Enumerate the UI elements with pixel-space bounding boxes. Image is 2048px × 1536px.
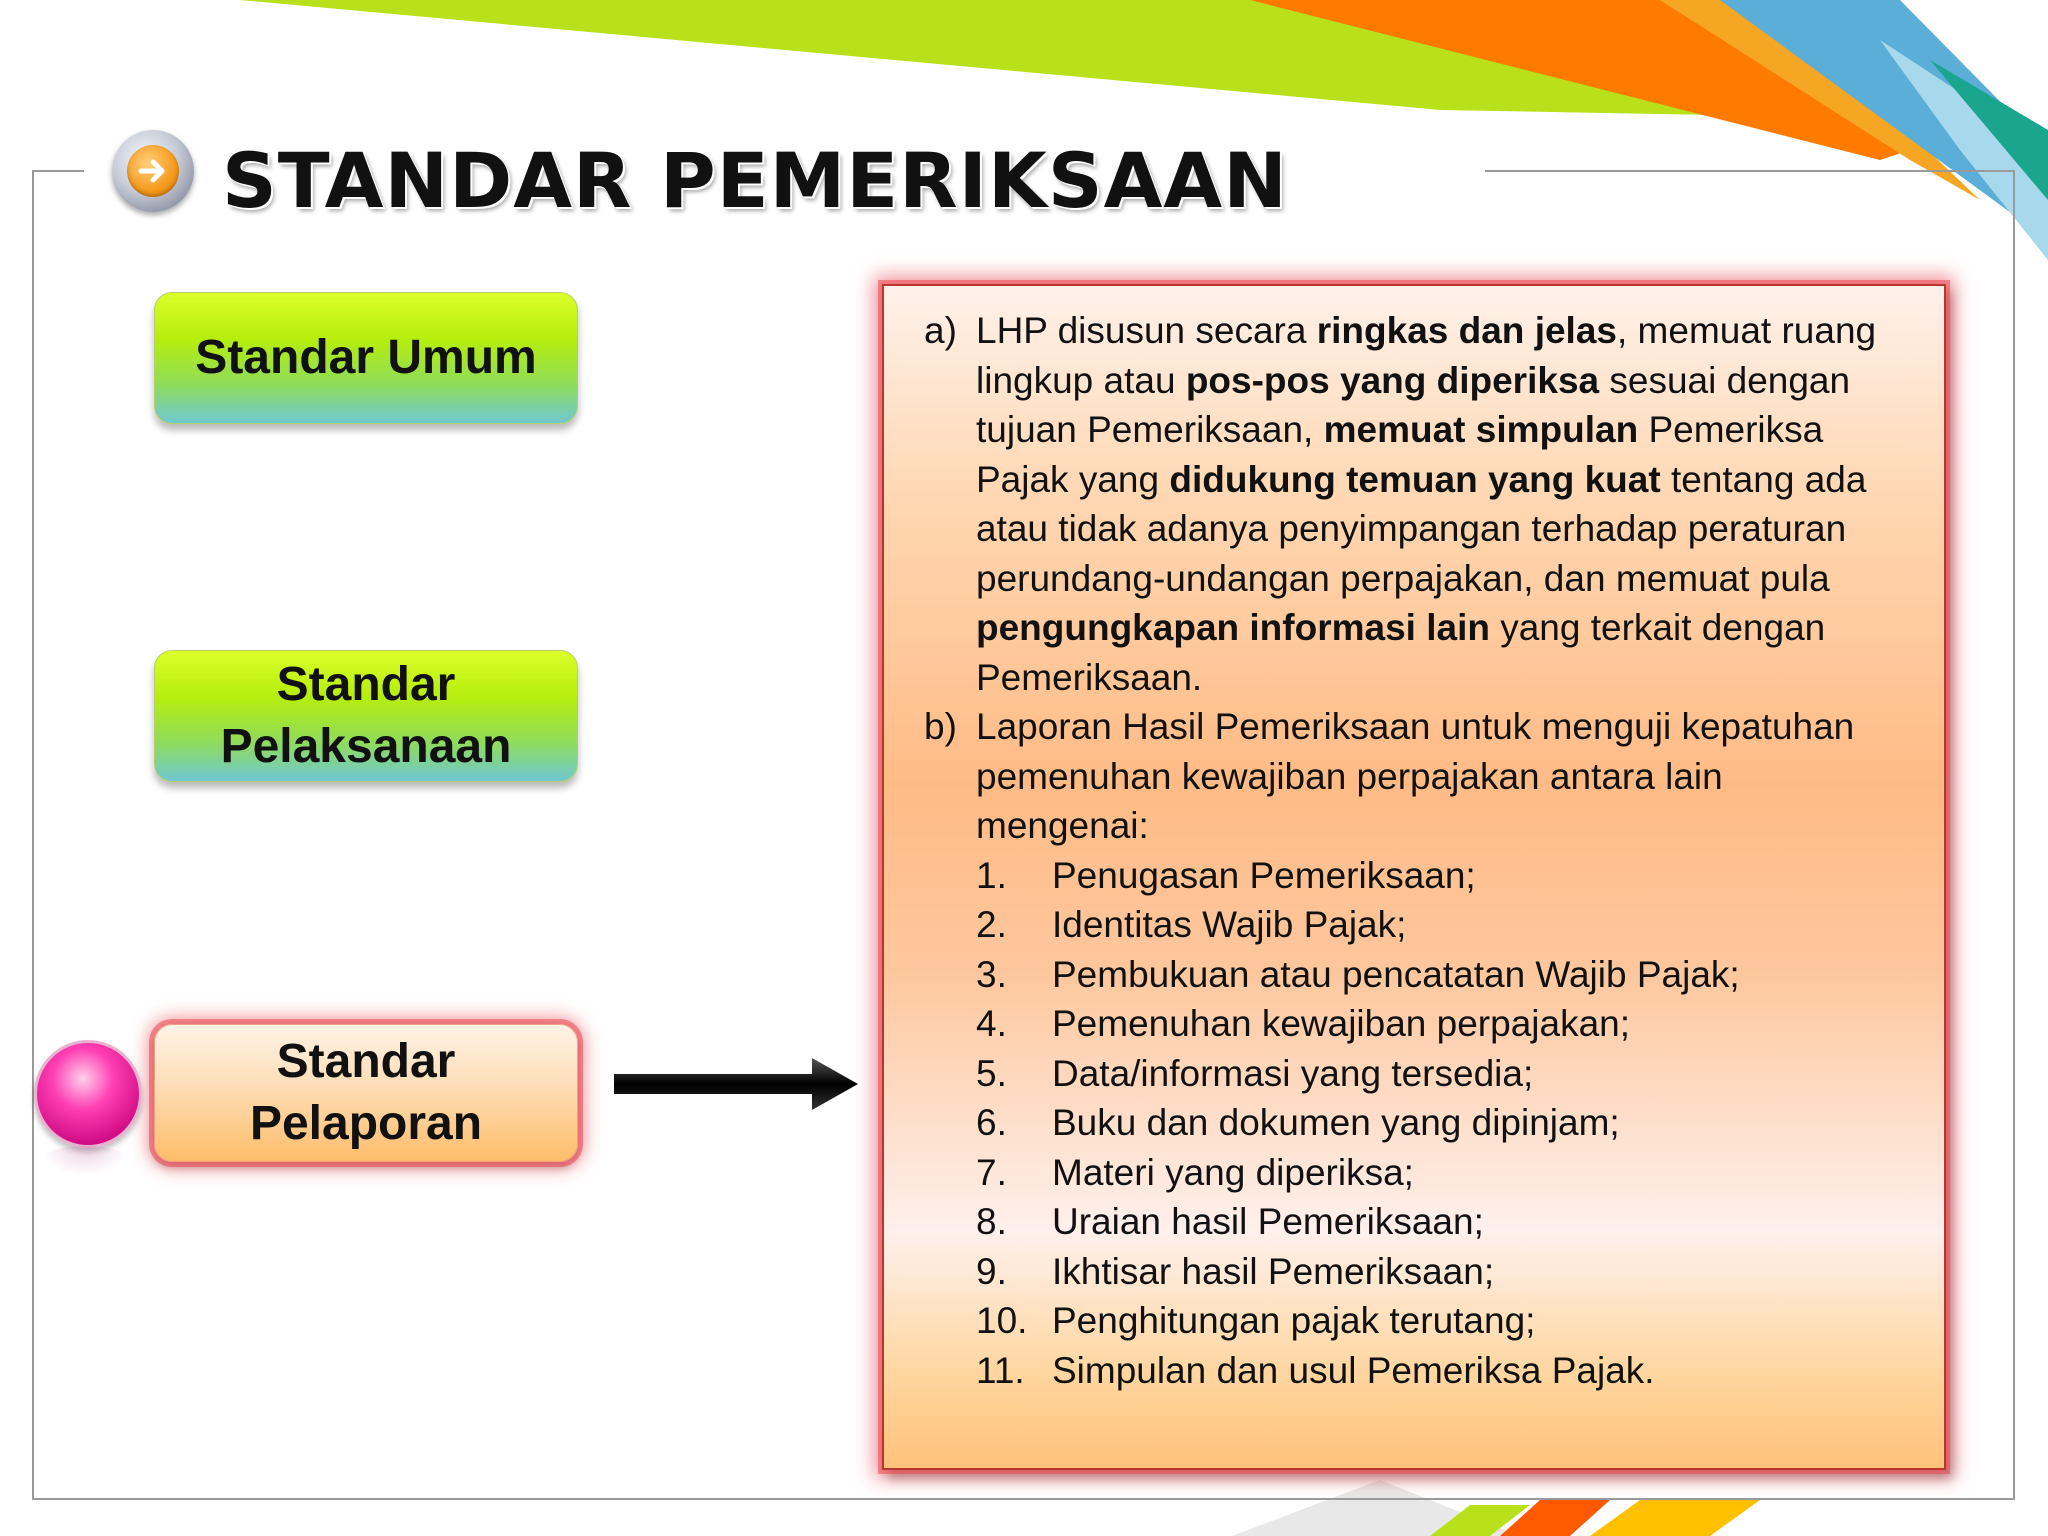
list-item-text: Data/informasi yang tersedia;: [1052, 1052, 1534, 1094]
list-item: [976, 1346, 1904, 1396]
right-arrow-icon: [612, 1054, 862, 1114]
emphasis-text: pos-pos yang diperiksa: [1185, 359, 1600, 401]
emphasis-text: ringkas dan jelas: [1316, 310, 1617, 351]
paragraph-b: [924, 702, 1904, 851]
list-item-text: Ikhtisar hasil Pemeriksaan;: [1052, 1250, 1495, 1292]
frame-top-left-line: [32, 170, 84, 172]
body-text: tentang ada atau tidak adanya penyimpangan terhadap peraturan perundang-undangan perpajakan, dan memuat pula: [976, 458, 1867, 599]
list-item: [976, 851, 1904, 901]
list-item-number: 9.: [976, 1250, 1007, 1292]
list-item: [976, 999, 1904, 1049]
list-item: [976, 1247, 1904, 1297]
list-item-text: Identitas Wajib Pajak;: [1052, 904, 1407, 945]
body-text: LHP disusun secara: [976, 310, 1317, 351]
emphasis-text: memuat simpulan: [1323, 409, 1639, 450]
list-item-text: Pembukuan atau pencatatan Wajib Pajak;: [1052, 953, 1740, 995]
list-item-number: 10.: [976, 1300, 1028, 1341]
list-item-number: 1.: [976, 854, 1007, 896]
selector-dot-reflection: [40, 1146, 130, 1176]
standar-pelaporan-button[interactable]: [154, 1024, 578, 1162]
paragraph-a-label: a): [924, 310, 957, 351]
emphasis-text: pengungkapan informasi lain: [976, 607, 1490, 648]
list-item-text: Penugasan Pemeriksaan;: [1052, 854, 1476, 896]
body-text: Pemeriksa Pajak yang: [976, 409, 1824, 500]
list-item-text: Pemenuhan kewajiban perpajakan;: [1052, 1003, 1631, 1044]
list-item-number: 8.: [976, 1201, 1007, 1242]
paragraph-a: [924, 306, 1904, 702]
list-item-number: 4.: [976, 1003, 1007, 1044]
list-item-text: Simpulan dan usul Pemeriksa Pajak.: [1052, 1349, 1655, 1391]
frame-top-right-line: [1485, 170, 2015, 172]
list-item-number: 3.: [976, 953, 1007, 995]
emphasis-text: didukung temuan yang kuat: [1169, 458, 1661, 500]
list-item: [976, 1098, 1904, 1148]
paragraph-a-text: [976, 306, 1904, 702]
list-item: [976, 1197, 1904, 1247]
reporting-standard-content: [882, 284, 1946, 1470]
standar-pelaksanaan-button[interactable]: [154, 650, 578, 782]
list-item: [976, 900, 1904, 950]
list-item-number: 6.: [976, 1102, 1007, 1143]
list-item-number: 11.: [976, 1349, 1025, 1391]
report-items-list: [976, 851, 1904, 1396]
list-item: [976, 950, 1904, 1000]
body-text: , memuat ruang lingkup atau: [976, 310, 1877, 401]
list-item-text: Uraian hasil Pemeriksaan;: [1052, 1201, 1484, 1242]
paragraph-b-text: Laporan Hasil Pemeriksaan untuk menguji kepatuhan pemenuhan kewajiban perpajakan antara lain mengenai:: [976, 706, 1855, 846]
list-item-number: 7.: [976, 1151, 1007, 1193]
body-text: yang terkait dengan Pemeriksaan.: [976, 607, 1826, 698]
page-title: STANDAR PEMERIKSAAN: [222, 136, 1288, 225]
paragraph-b-label: b): [924, 706, 957, 747]
list-item-number: 5.: [976, 1052, 1007, 1094]
standar-pelaporan-label: Standar Pelaporan: [249, 1035, 483, 1150]
list-item: [976, 1049, 1904, 1099]
standar-umum-button[interactable]: [154, 292, 578, 424]
list-item-number: 2.: [976, 904, 1007, 945]
standar-umum-label: Standar Umum: [195, 331, 537, 384]
list-item: [976, 1148, 1904, 1198]
body-text: sesuai dengan tujuan Pemeriksaan,: [976, 359, 1851, 450]
magenta-dot-icon: [34, 1040, 142, 1148]
list-item-text: Buku dan dokumen yang dipinjam;: [1052, 1102, 1620, 1143]
list-item-text: Materi yang diperiksa;: [1052, 1151, 1414, 1193]
orange-arrow-circle-icon: [112, 130, 194, 212]
list-item-text: Penghitungan pajak terutang;: [1052, 1300, 1536, 1341]
list-item: [976, 1296, 1904, 1346]
standar-pelaksanaan-label: Standar Pelaksanaan: [220, 658, 512, 773]
